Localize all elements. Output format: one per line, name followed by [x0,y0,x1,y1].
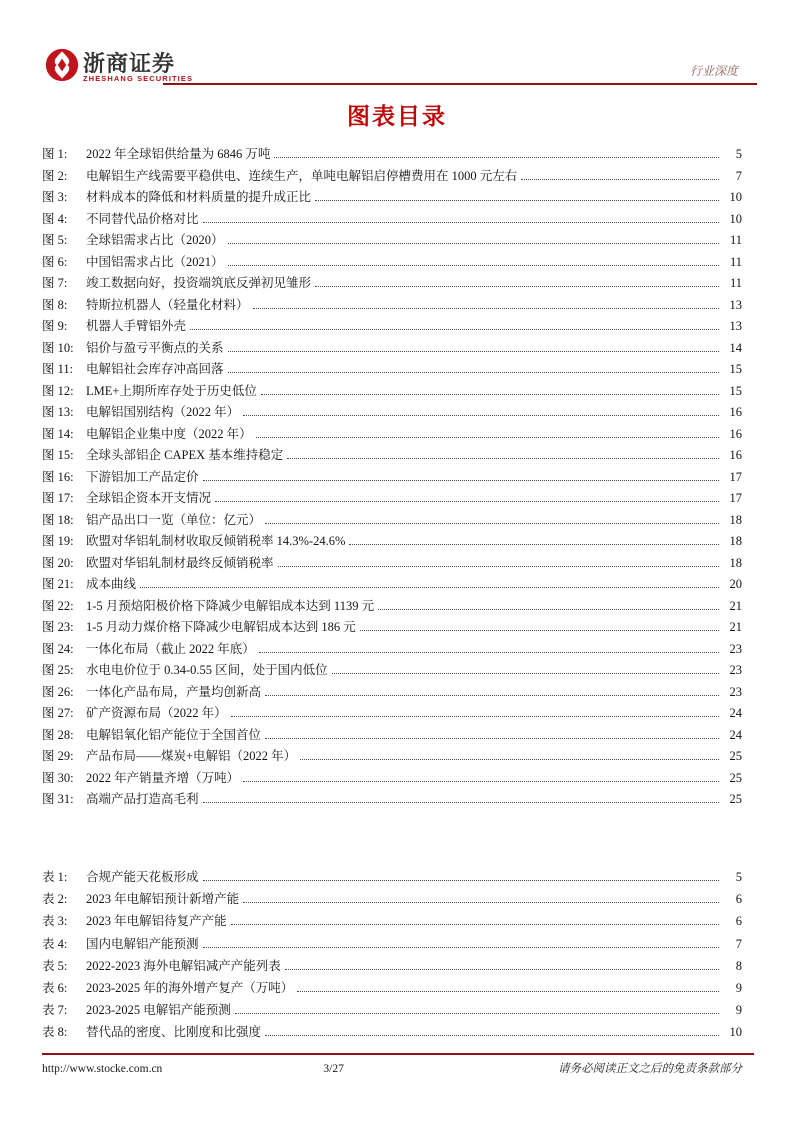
figure-toc-row[interactable] [42,746,742,768]
figure-toc-page-number: 20 [729,577,742,591]
figure-toc-title: 矿产资源布局（2022 年） [86,706,227,720]
dot-leader [228,351,719,352]
table-toc-row[interactable] [42,977,742,999]
dot-leader [349,544,719,545]
figure-toc-title: 全球头部铝企 CAPEX 基本维持稳定 [86,448,284,462]
figure-toc-label: 图 3: [42,190,68,204]
dot-leader [274,157,719,158]
figure-toc-label: 图 17: [42,491,74,505]
figure-toc-label: 图 11: [42,362,74,376]
figure-toc-row[interactable] [42,316,742,338]
figure-toc-row[interactable] [42,402,742,424]
dot-leader [300,759,719,760]
figure-toc-title: 成本曲线 [86,577,137,591]
dot-leader [378,609,719,610]
report-type-label: 行业深度 [689,64,738,78]
dot-leader [285,969,719,970]
table-toc-label: 表 2: [42,892,68,907]
figure-toc-page-number: 25 [729,749,742,763]
figure-toc-row[interactable] [42,467,742,489]
figure-toc-label: 图 8: [42,297,68,312]
table-toc-list [42,866,742,1044]
footer-page-number: 3/27 [323,1063,344,1075]
table-toc-page-number: 7 [735,936,742,951]
figure-toc-label: 图 6: [42,254,68,269]
figure-toc-page-number: 10 [729,211,742,226]
figure-toc-title: 1-5 月动力煤价格下降减少电解铝成本达到 186 元 [86,620,356,634]
figure-toc-row[interactable] [42,703,742,725]
figure-toc-list [42,144,742,811]
figure-toc-row[interactable] [42,445,742,467]
dot-leader [140,587,719,588]
dot-leader [228,372,719,373]
figure-toc-label: 图 31: [42,792,74,806]
figure-toc-page-number: 24 [729,727,742,742]
figure-toc-page-number: 24 [729,706,742,720]
dot-leader [521,179,719,180]
figure-toc-row[interactable] [42,725,742,747]
figure-toc-title: 机器人手臂铝外壳 [86,319,187,333]
table-toc-page-number: 6 [735,914,742,929]
figure-toc-title: 下游铝加工产品定价 [86,469,199,484]
figure-toc-title: 电解铝社会库存冲高回落 [86,362,224,376]
table-toc-title: 2023 年电解铝预计新增产能 [86,892,240,907]
figure-toc-row[interactable] [42,553,742,575]
figure-toc-title: 不同替代品价格对比 [86,211,199,226]
figure-toc-row[interactable] [42,682,742,704]
dot-leader [203,802,719,803]
dot-leader [315,286,719,287]
table-toc-row[interactable] [42,910,742,932]
figure-toc-title: 1-5 月预焙阳极价格下降减少电解铝成本达到 1139 元 [86,598,375,613]
figure-toc-row[interactable] [42,144,742,166]
figure-toc-title: 一体化布局（截止 2022 年底） [86,641,255,656]
figure-toc-page-number: 16 [729,426,742,441]
dot-leader [203,222,719,223]
table-toc-row[interactable] [42,955,742,977]
figure-toc-row[interactable] [42,574,742,596]
dot-leader [332,673,719,674]
figure-toc-title: 电解铝氧化铝产能位于全国首位 [86,727,262,742]
table-toc-page-number: 6 [735,892,742,907]
dot-leader [256,437,719,438]
dot-leader [203,480,719,481]
figure-toc-row[interactable] [42,639,742,661]
figure-toc-label: 图 20: [42,555,74,570]
figure-toc-title: 2022 年全球铝供给量为 6846 万吨 [86,147,271,161]
dot-leader [215,501,719,502]
figure-toc-label: 图 26: [42,684,74,699]
figure-toc-row[interactable] [42,488,742,510]
figure-toc-label: 图 12: [42,383,74,398]
figure-toc-label: 图 21: [42,577,74,591]
figure-toc-label: 图 29: [42,749,74,763]
dot-leader [228,243,719,244]
table-toc-label: 表 1: [42,870,68,884]
dot-leader [243,781,719,782]
table-toc-label: 表 8: [42,1025,68,1040]
figure-toc-row[interactable] [42,166,742,188]
table-toc-page-number: 9 [735,1003,742,1018]
figure-toc-label: 图 16: [42,469,74,484]
table-toc-row[interactable] [42,888,742,910]
figure-toc-title: 特斯拉机器人（轻量化材料） [86,297,249,312]
figure-toc-title: 竣工数据向好，投资端筑底反弹初见雏形 [86,276,312,290]
figure-toc-page-number: 16 [729,405,742,419]
figure-toc-label: 图 2: [42,168,68,183]
figure-toc-page-number: 18 [729,512,742,527]
figure-toc-page-number: 21 [729,620,742,634]
figure-toc-page-number: 17 [729,469,742,484]
figure-toc-title: 欧盟对华铝轧制材收取反倾销税率 14.3%-24.6% [86,534,346,548]
figure-toc-label: 图 9: [42,319,68,333]
figure-toc-label: 图 5: [42,233,68,247]
figure-toc-label: 图 28: [42,727,74,742]
dot-leader [243,902,719,903]
table-toc-title: 合规产能天花板形成 [86,870,199,884]
figure-toc-row[interactable] [42,660,742,682]
figure-toc-page-number: 25 [729,770,742,785]
figure-toc-page-number: 5 [735,147,742,161]
figure-toc-label: 图 10: [42,340,74,355]
dot-leader [253,308,719,309]
figure-toc-page-number: 14 [729,340,742,355]
table-toc-row[interactable] [42,1021,742,1043]
page-footer [42,1060,742,1076]
table-toc-label: 表 3: [42,914,68,929]
figure-toc-title: 电解铝企业集中度（2022 年） [86,426,252,441]
table-toc-title: 替代品的密度、比刚度和比强度 [86,1025,262,1040]
figure-toc-row[interactable] [42,789,742,811]
dot-leader [265,738,719,739]
figure-toc-row[interactable] [42,187,742,209]
zheshang-logo-icon [45,48,79,82]
dot-leader [228,265,719,266]
figure-toc-page-number: 23 [729,684,742,699]
dot-leader [190,329,719,330]
dot-leader [278,566,719,567]
table-toc-title: 2023 年电解铝待复产产能 [86,914,227,929]
dot-leader [360,630,719,631]
figure-toc-page-number: 13 [729,319,742,333]
logo-text-cn: 浙商证券 [83,51,176,76]
table-toc-label: 表 6: [42,980,68,995]
footer-divider [42,1053,754,1055]
figure-toc-title: 2022 年产销量齐增（万吨） [86,770,240,785]
dot-leader [235,1013,719,1014]
figure-toc-title: 电解铝生产线需要平稳供电、连续生产，单吨电解铝启停槽费用在 1000 元左右 [86,168,518,183]
figure-toc-label: 图 18: [42,512,74,527]
figure-toc-label: 图 15: [42,448,74,462]
figure-toc-page-number: 13 [729,297,742,312]
table-toc-label: 表 7: [42,1003,68,1018]
figure-toc-row[interactable] [42,596,742,618]
figure-toc-row[interactable] [42,273,742,295]
figure-toc-page-number: 15 [729,383,742,398]
dot-leader [297,991,719,992]
table-toc-row[interactable] [42,999,742,1021]
figure-toc-label: 图 27: [42,706,74,720]
figure-toc-title: 水电电价位于 0.34-0.55 区间，处于国内低位 [86,663,328,677]
figure-toc-page-number: 7 [735,168,742,183]
figure-toc-page-number: 11 [729,276,742,290]
figure-toc-title: 欧盟对华铝轧制材最终反倾销税率 [86,555,274,570]
dot-leader [231,924,719,925]
table-toc-row[interactable] [42,933,742,955]
figure-toc-page-number: 18 [729,534,742,548]
figure-toc-label: 图 30: [42,770,74,785]
dot-leader [265,695,719,696]
logo-text-en: ZHESHANG SECURITIES [83,74,194,83]
table-toc-page-number: 10 [729,1025,742,1040]
table-toc-title: 2022-2023 海外电解铝减产产能列表 [86,958,281,973]
figure-toc-page-number: 23 [729,663,742,677]
figure-toc-label: 图 22: [42,598,74,613]
figure-toc-page-number: 11 [729,254,742,269]
figure-toc-label: 图 1: [42,147,68,161]
table-toc-title: 2023-2025 年的海外增产复产（万吨） [86,980,294,995]
table-toc-row[interactable] [42,866,742,888]
dot-leader [259,652,719,653]
figure-toc-title: 全球铝需求占比（2020） [86,233,224,247]
figure-toc-title: 铝价与盈亏平衡点的关系 [86,340,224,355]
figure-toc-row[interactable] [42,424,742,446]
table-toc-label: 表 4: [42,936,68,951]
figure-toc-row[interactable] [42,230,742,252]
figure-toc-page-number: 16 [729,448,742,462]
figure-toc-label: 图 13: [42,405,74,419]
figure-toc-page-number: 21 [729,598,742,613]
figure-toc-page-number: 10 [729,190,742,204]
figure-toc-title: 全球铝企资本开支情况 [86,491,212,505]
figure-toc-row[interactable] [42,295,742,317]
toc-title: 图表目录 [347,104,447,129]
dot-leader [265,523,719,524]
figure-toc-title: 材料成本的降低和材料质量的提升成正比 [86,190,312,204]
table-toc-page-number: 9 [735,980,742,995]
dot-leader [203,880,719,881]
dot-leader [315,200,719,201]
table-toc-page-number: 8 [735,958,742,973]
figure-toc-row[interactable] [42,617,742,639]
footer-url-link[interactable]: http://www.stocke.com.cn [42,1063,163,1075]
figure-toc-page-number: 25 [729,792,742,806]
figure-toc-title: 一体化产品布局，产量均创新高 [86,684,262,699]
table-toc-title: 2023-2025 电解铝产能预测 [86,1003,231,1018]
figure-toc-row[interactable] [42,359,742,381]
figure-toc-title: LME+上期所库存处于历史低位 [86,383,257,398]
figure-toc-row[interactable] [42,510,742,532]
figure-toc-page-number: 11 [729,233,742,247]
figure-toc-row[interactable] [42,338,742,360]
figure-toc-label: 图 4: [42,211,68,226]
figure-toc-title: 铝产品出口一览（单位：亿元） [86,512,262,527]
figure-toc-row[interactable] [42,531,742,553]
figure-toc-page-number: 17 [729,491,742,505]
dot-leader [243,415,719,416]
figure-toc-row[interactable] [42,209,742,231]
figure-toc-title: 高端产品打造高毛利 [86,792,199,806]
table-toc-page-number: 5 [735,870,742,884]
header-divider [163,83,757,85]
figure-toc-label: 图 25: [42,663,74,677]
footer-disclaimer: 请务必阅读正文之后的免责条款部分 [557,1063,742,1075]
figure-toc-page-number: 15 [729,362,742,376]
figure-toc-label: 图 7: [42,276,68,290]
dot-leader [203,947,719,948]
figure-toc-row[interactable] [42,768,742,790]
figure-toc-page-number: 18 [729,555,742,570]
figure-toc-title: 中国铝需求占比（2021） [86,254,224,269]
figure-toc-row[interactable] [42,252,742,274]
figure-toc-label: 图 23: [42,620,74,634]
dot-leader [261,394,719,395]
figure-toc-title: 电解铝国别结构（2022 年） [86,405,240,419]
figure-toc-label: 图 24: [42,641,74,656]
figure-toc-row[interactable] [42,381,742,403]
table-toc-title: 国内电解铝产能预测 [86,936,199,951]
figure-toc-title: 产品布局——煤炭+电解铝（2022 年） [86,749,297,763]
dot-leader [231,716,719,717]
dot-leader [265,1035,719,1036]
figure-toc-label: 图 19: [42,534,74,548]
figure-toc-page-number: 23 [729,641,742,656]
table-toc-label: 表 5: [42,958,68,973]
dot-leader [287,458,719,459]
figure-toc-label: 图 14: [42,426,74,441]
